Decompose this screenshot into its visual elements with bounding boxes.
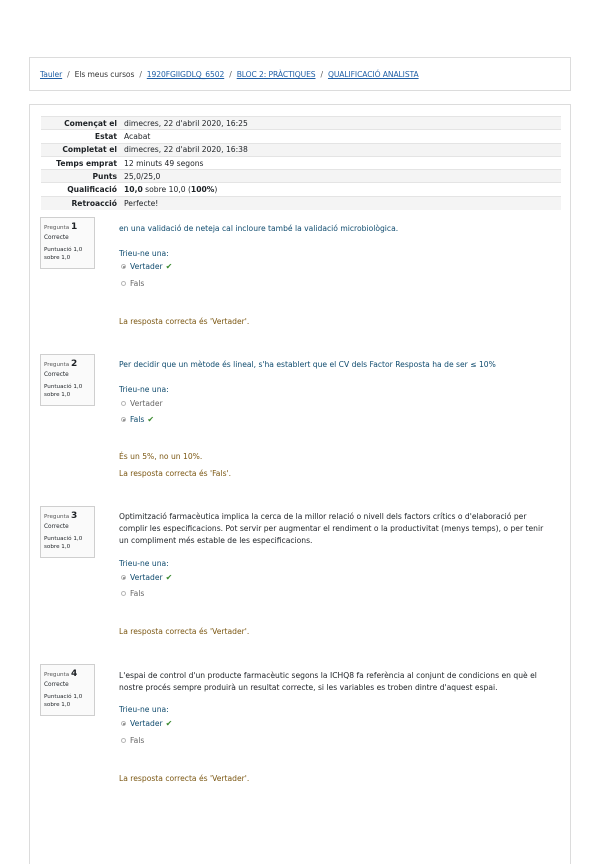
grade-percent: 100% [190, 185, 215, 195]
answer-prompt: Trieu-ne una: [119, 559, 169, 568]
question-text-2: Per decidir que un mètode és lineal, s'ha establert que el CV dels Factor Resposta ha de ser ≤ 10% [119, 360, 496, 369]
attempt-summary-table [41, 116, 561, 210]
summary-row-grade [41, 183, 561, 196]
option-label: Vertader [130, 399, 163, 408]
radio-unselected-icon[interactable] [121, 591, 126, 596]
breadcrumb-separator: / [67, 69, 70, 79]
summary-value: 25,0/25,0 [122, 170, 561, 183]
question-state: Correcte [44, 372, 69, 379]
grade-rest: sobre 10,0 ( [142, 185, 191, 195]
breadcrumb-quiz[interactable]: QUALIFICACIÓ ANALISTA [327, 69, 419, 79]
option-label: Vertader [130, 262, 163, 271]
question-info-1 [40, 217, 95, 269]
summary-row-state [41, 130, 561, 143]
summary-value: 12 minuts 49 segons [122, 156, 561, 169]
question-number: Pregunta 1 [44, 222, 78, 232]
radio-selected-icon[interactable] [121, 417, 126, 422]
option-label: Vertader [130, 719, 163, 728]
summary-row-time [41, 156, 561, 169]
summary-row-marks [41, 170, 561, 183]
radio-selected-icon[interactable] [121, 264, 126, 269]
summary-row-completed [41, 143, 561, 156]
question-grade: Puntuació 1,0 sobre 1,0 [44, 535, 83, 550]
option-label: Fals [130, 589, 145, 598]
summary-value: Perfecte! [122, 196, 561, 209]
breadcrumb-separator: / [229, 69, 232, 79]
grade-value: 10,0 [124, 185, 143, 195]
question-text-1: en una validació de neteja cal incloure també la validació microbiològica. [119, 224, 399, 233]
radio-unselected-icon[interactable] [121, 401, 126, 406]
radio-unselected-icon[interactable] [121, 281, 126, 286]
summary-label: Punts [41, 170, 122, 183]
summary-row-feedback [41, 196, 561, 209]
question-text-4: L'espai de control d'un producte farmacèutic segons la ICHQ8 fa referència al conjunt de condicions en què el nostre procés sempre produirà un resultat correcte, si les variables es troben dintre d'aquest espai. [119, 671, 537, 692]
radio-selected-icon[interactable] [121, 575, 126, 580]
answer-option-vertader[interactable] [121, 573, 172, 582]
breadcrumb-tauler[interactable]: Tauler [40, 69, 63, 79]
summary-label: Estat [41, 130, 122, 143]
question-number: Pregunta 3 [44, 511, 78, 521]
radio-unselected-icon[interactable] [121, 738, 126, 743]
summary-row-started [41, 117, 561, 130]
breadcrumb-separator: / [320, 69, 323, 79]
check-icon: ✔ [165, 262, 173, 271]
question-info-2 [40, 354, 95, 406]
right-answer-feedback: La resposta correcta és 'Vertader'. [119, 317, 250, 326]
answer-option-vertader[interactable] [121, 262, 172, 271]
answer-option-fals[interactable] [121, 415, 154, 424]
summary-value: dimecres, 22 d'abril 2020, 16:25 [122, 117, 561, 130]
answer-option-fals[interactable] [121, 279, 144, 288]
question-state: Correcte [44, 235, 69, 242]
summary-value: dimecres, 22 d'abril 2020, 16:38 [122, 143, 561, 156]
check-icon: ✔ [165, 719, 173, 728]
right-answer-feedback: La resposta correcta és 'Vertader'. [119, 627, 250, 636]
question-text-3: Optimització farmacèutica implica la cerca de la millor relació o nivell dels factors crítics o d'elaboració per complir les especificacions. Pot servir per augmentar el rendiment o la productivitat (menys temps), o per tenir un compliment més estable de les especificacions. [119, 512, 544, 545]
breadcrumb-separator: / [139, 69, 142, 79]
summary-label: Començat el [41, 117, 122, 130]
summary-label: Qualificació [41, 183, 122, 196]
question-grade: Puntuació 1,0 sobre 1,0 [44, 246, 83, 261]
check-icon: ✔ [147, 415, 155, 424]
question-number: Pregunta 2 [44, 359, 78, 369]
answer-option-fals[interactable] [121, 736, 144, 745]
question-state: Correcte [44, 524, 69, 531]
breadcrumb-course[interactable]: 1920FGIIGDLQ_6502 [146, 69, 225, 79]
answer-option-fals[interactable] [121, 589, 144, 598]
question-info-4 [40, 664, 95, 716]
summary-value [122, 183, 561, 196]
summary-label: Temps emprat [41, 156, 122, 169]
breadcrumb [29, 57, 571, 91]
quiz-review-region [29, 104, 571, 864]
right-answer-feedback: La resposta correcta és 'Vertader'. [119, 774, 250, 783]
answer-option-vertader[interactable] [121, 399, 163, 408]
question-state: Correcte [44, 682, 69, 689]
option-label: Fals [130, 415, 145, 424]
option-label: Fals [130, 736, 145, 745]
grade-end: ) [214, 185, 218, 195]
summary-label: Retroacció [41, 196, 122, 209]
question-grade: Puntuació 1,0 sobre 1,0 [44, 693, 83, 708]
check-icon: ✔ [165, 573, 173, 582]
question-grade: Puntuació 1,0 sobre 1,0 [44, 383, 83, 398]
option-label: Vertader [130, 573, 163, 582]
answer-prompt: Trieu-ne una: [119, 705, 169, 714]
right-answer-feedback: La resposta correcta és 'Fals'. [119, 469, 232, 478]
breadcrumb-section[interactable]: BLOC 2: PRÀCTIQUES [236, 69, 316, 79]
answer-prompt: Trieu-ne una: [119, 249, 169, 258]
answer-prompt: Trieu-ne una: [119, 385, 169, 394]
breadcrumb-els-meus-cursos: Els meus cursos [74, 69, 135, 79]
summary-label: Completat el [41, 143, 122, 156]
question-number: Pregunta 4 [44, 669, 78, 679]
summary-value: Acabat [122, 130, 561, 143]
specific-feedback: És un 5%, no un 10%. [119, 452, 203, 461]
question-info-3 [40, 506, 95, 558]
answer-option-vertader[interactable] [121, 719, 172, 728]
option-label: Fals [130, 279, 145, 288]
radio-selected-icon[interactable] [121, 721, 126, 726]
